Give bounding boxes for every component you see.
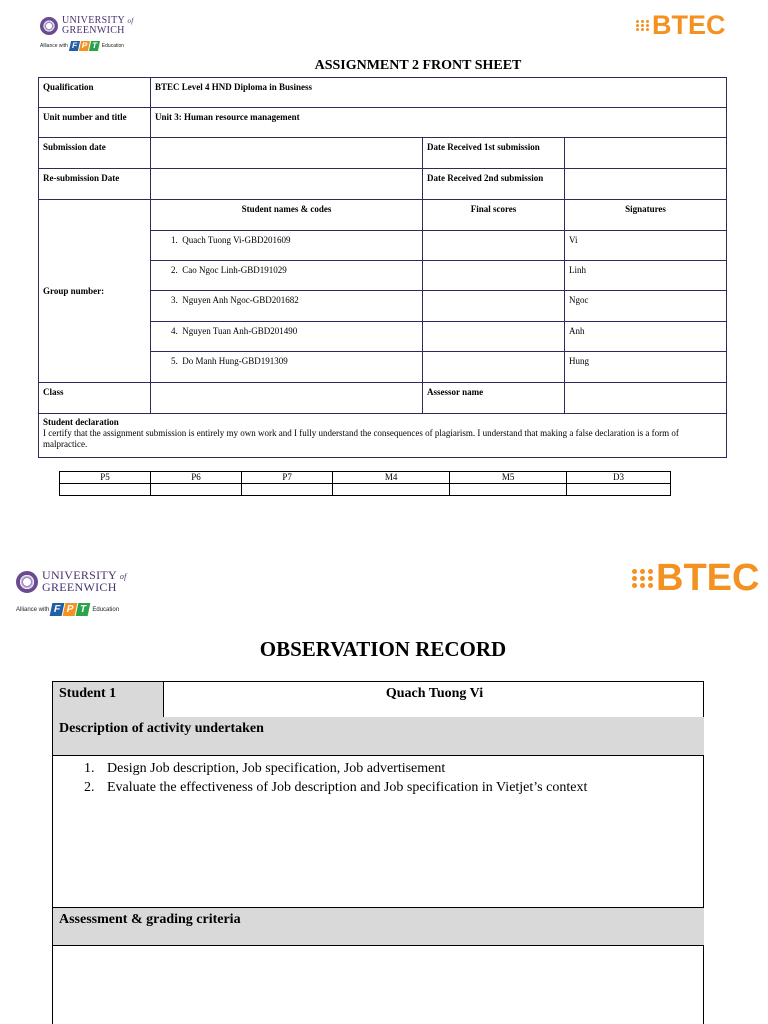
grade-header-d3: D3	[567, 472, 671, 484]
fpt-letter-p: P	[79, 41, 90, 51]
unit-label: Unit number and title	[39, 108, 151, 138]
activity-text: Design Job description, Job specification, Job advertisement	[107, 761, 446, 776]
grade-header-p6: P6	[151, 472, 242, 484]
grade-cell[interactable]	[567, 484, 671, 496]
student-number: 3.	[171, 295, 178, 305]
final-scores-header: Final scores	[423, 200, 565, 231]
resubmission-date-field[interactable]	[151, 169, 423, 200]
btec-dots-icon	[632, 569, 654, 588]
assessor-name-label: Assessor name	[423, 383, 565, 414]
activity-item: 2. Evaluate the effectiveness of Job description and Job specification in Vietjet’s context	[84, 780, 588, 795]
declaration-text: I certify that the assignment submission is entirely my own work and I fully understand the consequences of plagiarism. I understand that making a false declaration is a form of malpractice.	[43, 428, 679, 449]
student-name-code: Nguyen Anh Ngoc-GBD201682	[182, 295, 299, 305]
student-number: 5.	[171, 356, 178, 366]
description-content	[53, 755, 704, 907]
qualification-value: BTEC Level 4 HND Diploma in Business	[151, 78, 727, 108]
university-logo	[40, 16, 133, 51]
btec-logo-text: BTEC	[656, 557, 760, 599]
student-name-code: Quach Tuong Vi-GBD201609	[182, 235, 291, 245]
signatures-header: Signatures	[565, 200, 727, 231]
fpt-letter-f: F	[50, 603, 65, 616]
student-name-code: Cao Ngoc Linh-GBD191029	[182, 265, 287, 275]
assessor-name-field[interactable]	[565, 383, 727, 414]
signature-cell: Linh	[565, 261, 727, 291]
front-sheet-title: ASSIGNMENT 2 FRONT SHEET	[314, 58, 522, 73]
declaration-title: Student declaration	[43, 417, 119, 427]
university-name-line2: GREENWICH	[42, 580, 117, 594]
observation-title	[0, 637, 768, 662]
signature-cell: Anh	[565, 322, 727, 352]
student-number: 2.	[171, 265, 178, 275]
date-received-1-field[interactable]	[565, 138, 727, 169]
group-number-label: Group number:	[39, 200, 151, 383]
observation-title-text: OBSERVATION RECORD	[259, 637, 507, 661]
date-received-1-label: Date Received 1st submission	[423, 138, 565, 169]
btec-dots-icon	[636, 20, 650, 31]
activity-item: 1. Design Job description, Job specification, Job advertisement	[84, 761, 446, 776]
grade-cell[interactable]	[450, 484, 567, 496]
observation-record-table	[52, 681, 704, 1024]
signature-cell: Vi	[565, 231, 727, 261]
education-text: Education	[101, 43, 125, 49]
btec-logo	[636, 10, 726, 41]
final-score-cell[interactable]	[423, 231, 565, 261]
university-name-line1: UNIVERSITY	[42, 568, 117, 582]
activity-text: Evaluate the effectiveness of Job description and Job specification in Vietjet’s context	[107, 780, 588, 795]
grade-header-p5: P5	[60, 472, 151, 484]
university-name-of: of	[127, 17, 134, 25]
btec-logo-text: BTEC	[652, 10, 726, 40]
submission-date-label: Submission date	[39, 138, 151, 169]
fpt-alliance-logo	[16, 603, 127, 616]
final-score-cell[interactable]	[423, 352, 565, 383]
university-name-line1: UNIVERSITY	[62, 15, 125, 26]
signature-cell: Hung	[565, 352, 727, 383]
final-score-cell[interactable]	[423, 261, 565, 291]
date-received-2-field[interactable]	[565, 169, 727, 200]
student-name-code: Nguyen Tuan Anh-GBD201490	[182, 326, 298, 336]
alliance-text: Alliance with	[16, 606, 50, 613]
class-label: Class	[39, 383, 151, 414]
unit-value: Unit 3: Human resource management	[151, 108, 727, 138]
grade-header-m4: M4	[333, 472, 450, 484]
education-text: Education	[92, 606, 120, 613]
final-score-cell[interactable]	[423, 291, 565, 322]
fpt-alliance-logo	[40, 41, 133, 51]
student-name-code: Do Manh Hung-GBD191309	[182, 356, 288, 366]
university-logo-2	[16, 570, 127, 616]
alliance-text: Alliance with	[40, 43, 68, 49]
grade-cell[interactable]	[60, 484, 151, 496]
grade-cell[interactable]	[242, 484, 333, 496]
student-label: Student 1	[53, 682, 164, 718]
assessment-content[interactable]	[53, 946, 704, 1024]
student-number: 4.	[171, 326, 178, 336]
grades-table	[59, 471, 671, 496]
grade-cell[interactable]	[333, 484, 450, 496]
fpt-letter-t: T	[76, 603, 91, 616]
front-sheet-table	[38, 77, 727, 458]
student-number: 1.	[171, 235, 178, 245]
description-header: Description of activity undertaken	[53, 717, 704, 755]
fpt-letter-p: P	[63, 603, 78, 616]
fpt-letter-t: T	[89, 41, 100, 51]
assessment-header: Assessment & grading criteria	[53, 907, 704, 946]
qualification-label: Qualification	[39, 78, 151, 108]
date-received-2-label: Date Received 2nd submission	[423, 169, 565, 200]
university-name-of: of	[119, 572, 127, 581]
grade-header-p7: P7	[242, 472, 333, 484]
student-declaration	[39, 414, 727, 458]
btec-logo-2	[632, 557, 759, 600]
fpt-logo-icon	[69, 41, 101, 51]
fpt-letter-f: F	[69, 41, 80, 51]
student-name: Quach Tuong Vi	[385, 686, 484, 701]
signature-cell: Ngoc	[565, 291, 727, 322]
class-field[interactable]	[151, 383, 423, 414]
grade-header-m5: M5	[450, 472, 567, 484]
student-names-header: Student names & codes	[151, 200, 423, 231]
university-name-line2: GREENWICH	[62, 25, 125, 36]
grade-cell[interactable]	[151, 484, 242, 496]
university-crest-icon	[40, 17, 58, 35]
submission-date-field[interactable]	[151, 138, 423, 169]
final-score-cell[interactable]	[423, 322, 565, 352]
resubmission-date-label: Re-submission Date	[39, 169, 151, 200]
university-crest-icon	[16, 571, 38, 593]
fpt-logo-icon	[50, 603, 92, 616]
